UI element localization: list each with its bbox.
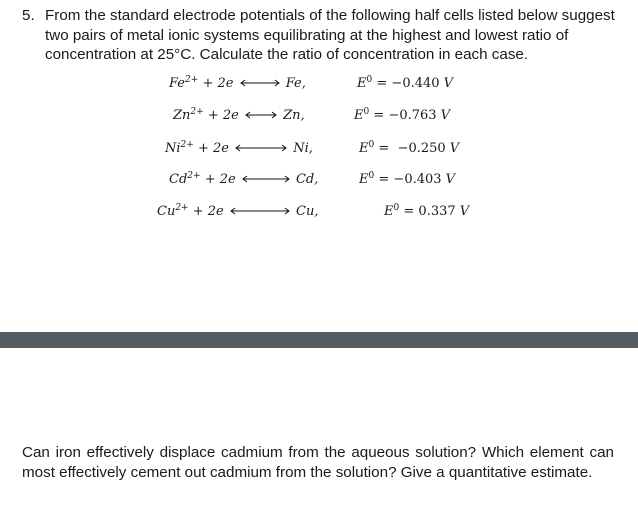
potential-symbol: E (359, 141, 369, 156)
ion-charge: 2+ (190, 107, 204, 117)
question-text: From the standard electrode potentials of the following half cells listed below suggest two pairs of metal ionic systems equilibrating at the highest and lowest ratio of concentration at 25°C. Calculate the ratio of concentration in each case. (45, 7, 615, 63)
potential-symbol: E (357, 76, 367, 91)
potential-unit: V (443, 76, 454, 91)
question-5 (22, 6, 622, 65)
potential-unit: V (459, 204, 470, 219)
potential-symbol: E (384, 204, 394, 219)
equals-sign: = (378, 172, 390, 187)
half-reaction-zn (173, 108, 305, 125)
potential-unit: V (445, 172, 456, 187)
half-reaction-cu (157, 204, 318, 221)
potential-value: −0.763 (388, 108, 437, 123)
ion-charge: 2+ (180, 140, 194, 150)
equilibrium-arrow-icon (235, 144, 287, 152)
potential-symbol: E (359, 172, 369, 187)
equals-sign: = (373, 108, 385, 123)
product-metal: Cd, (295, 172, 319, 187)
potential-symbol: E (354, 108, 364, 123)
ion-charge: 2+ (175, 203, 189, 213)
question-number: 5. (22, 7, 35, 24)
potential-value: −0.250 (397, 141, 446, 156)
reactant-ion: Fe (169, 76, 186, 91)
electrons: + 2e (207, 108, 239, 123)
half-reaction-fe (169, 76, 306, 93)
potential-fe (357, 76, 453, 93)
equilibrium-arrow-icon (230, 207, 290, 215)
potential-ni (359, 141, 459, 158)
section-divider (0, 332, 638, 348)
potential-zn (354, 108, 450, 125)
product-metal: Fe, (285, 76, 306, 91)
potential-cu (384, 204, 469, 221)
potential-superscript: 0 (366, 75, 373, 85)
electrons: + 2e (202, 76, 234, 91)
reactant-ion: Zn (173, 108, 191, 123)
potential-value: −0.440 (391, 76, 440, 91)
equals-sign: = (378, 141, 390, 156)
potential-superscript: 0 (363, 107, 370, 117)
reactant-ion: Cd (169, 172, 188, 187)
ion-charge: 2+ (185, 75, 199, 85)
equilibrium-arrow-icon (240, 79, 280, 87)
followup-question: Can iron effectively displace cadmium from the aqueous solution? Which element can most effectively cement out cadmium from the solution? Give a quantitative estimate. (22, 444, 614, 481)
half-reaction-ni (165, 141, 313, 158)
reactant-ion: Cu (157, 204, 176, 219)
potential-unit: V (440, 108, 451, 123)
ion-charge: 2+ (187, 171, 201, 181)
potential-superscript: 0 (393, 203, 400, 213)
equilibrium-arrow-icon (242, 175, 290, 183)
product-metal: Zn, (283, 108, 305, 123)
equals-sign: = (403, 204, 415, 219)
equilibrium-arrow-icon (245, 111, 277, 119)
half-reaction-cd (169, 172, 318, 189)
potential-value: 0.337 (418, 204, 456, 219)
potential-superscript: 0 (368, 140, 375, 150)
potential-superscript: 0 (368, 171, 375, 181)
potential-cd (359, 172, 455, 189)
electrons: + 2e (197, 141, 229, 156)
electrons: + 2e (192, 204, 224, 219)
equals-sign: = (376, 76, 388, 91)
product-metal: Cu, (296, 204, 319, 219)
product-metal: Ni, (293, 141, 313, 156)
reactant-ion: Ni (165, 141, 181, 156)
potential-unit: V (449, 141, 460, 156)
electrons: + 2e (204, 172, 236, 187)
potential-value: −0.403 (393, 172, 442, 187)
